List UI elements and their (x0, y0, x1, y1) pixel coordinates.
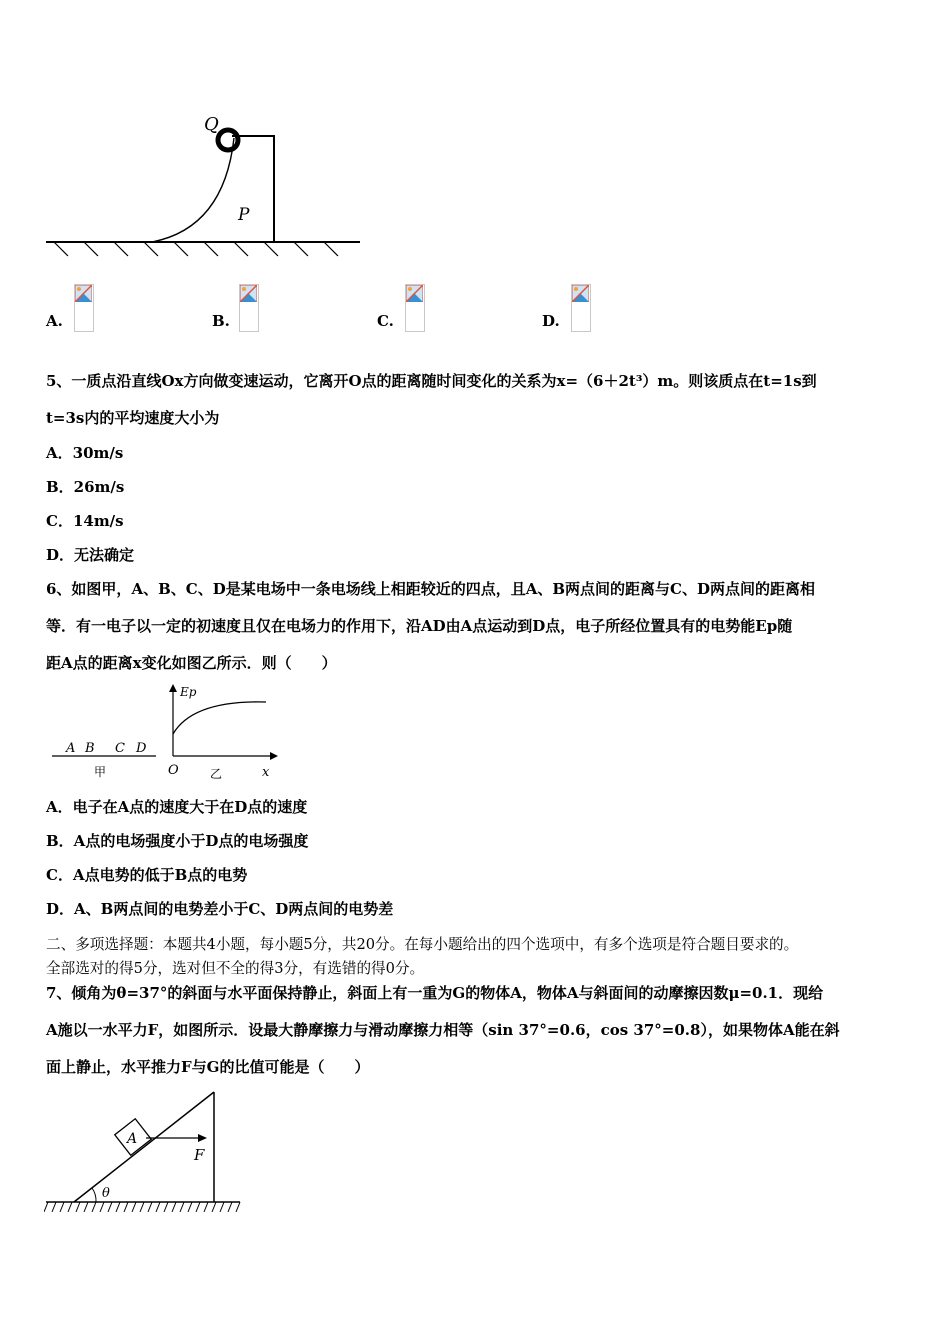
q6-option-a: A．电子在A点的速度大于在D点的速度 (46, 798, 308, 816)
q6-option-d: D．A、B两点间的电势差小于C、D两点间的电势差 (46, 900, 394, 918)
q4-option-c: C. (377, 312, 394, 330)
point-b: B (85, 741, 95, 756)
q7-stem-line1: 7、倾角为θ=37°的斜面与水平面保持静止，斜面上有一重为G的物体A，物体A与斜面间的动摩擦因数μ=0.1．现给 (46, 984, 824, 1002)
label-q: Q (204, 114, 219, 135)
ball-q (218, 130, 238, 150)
point-a: A (66, 741, 76, 756)
angle-theta: θ (102, 1186, 110, 1201)
q7-stem-line3: 面上静止，水平推力F与G的比值可能是（ ） (46, 1058, 370, 1076)
point-d: D (136, 741, 147, 756)
incline-figure (44, 1086, 244, 1216)
label-f: F (194, 1146, 205, 1164)
axis-x-label: x (262, 765, 270, 780)
q6-option-c: C．A点电势的低于B点的电势 (46, 866, 248, 884)
axis-origin: O (168, 763, 179, 778)
q5-option-d: D．无法确定 (46, 546, 135, 564)
broken-image-icon (571, 284, 591, 332)
section2-line2: 全部选对的得5分，选对但不全的得3分，有选错的得0分。 (46, 960, 425, 977)
q5-option-a: A．30m/s (46, 444, 124, 462)
q6-stem-line3: 距A点的距离x变化如图乙所示．则（ ） (46, 654, 337, 672)
broken-image-icon (239, 284, 259, 332)
q5-option-c: C．14m/s (46, 512, 124, 530)
axis-ep-label: Ep (180, 685, 197, 699)
q4-option-a: A. (46, 312, 63, 330)
track-block (232, 136, 274, 242)
label-a: A (127, 1131, 138, 1147)
ep-curve (173, 702, 266, 734)
q6-stem-line1: 6、如图甲，A、B、C、D是某电场中一条电场线上相距较近的四点，且A、B两点间的距离与C、D两点间的距离相 (46, 580, 815, 598)
q4-option-d: D. (542, 312, 560, 330)
q6-stem-line2: 等．有一电子以一定的初速度且仅在电场力的作用下，沿AD由A点运动到D点，电子所经位置具有的电势能Ep随 (46, 617, 793, 635)
broken-image-icon (74, 284, 94, 332)
section2-line1: 二、多项选择题：本题共4小题，每小题5分，共20分。在每小题给出的四个选项中，有多个选项是符合题目要求的。 (46, 936, 799, 953)
q5-option-b: B．26m/s (46, 478, 125, 496)
label-p: P (238, 205, 250, 225)
caption-jia: 甲 (94, 765, 107, 779)
q4-option-b: B. (212, 312, 230, 330)
q6-option-b: B．A点的电场强度小于D点的电场强度 (46, 832, 309, 850)
q5-stem-line1: 5、一质点沿直线Ox方向做变速运动，它离开O点的距离随时间变化的关系为x=（6＋2t³）m。则该质点在t=1s到 (46, 372, 817, 390)
q5-stem-line2: t=3s内的平均速度大小为 (46, 409, 220, 427)
track-figure (44, 108, 364, 258)
broken-image-icon (405, 284, 425, 332)
incline-surface (74, 1092, 214, 1202)
curved-track (152, 138, 234, 242)
ground-hatching (44, 1202, 240, 1212)
field-figure (48, 682, 288, 782)
q7-stem-line2: A施以一水平力F，如图所示．设最大静摩擦力与滑动摩擦力相等（sin 37°=0.6，cos 37°=0.8），如果物体A能在斜 (46, 1021, 840, 1039)
point-c: C (115, 741, 125, 756)
caption-yi: 乙 (210, 767, 223, 781)
ground-hatching (54, 242, 338, 256)
